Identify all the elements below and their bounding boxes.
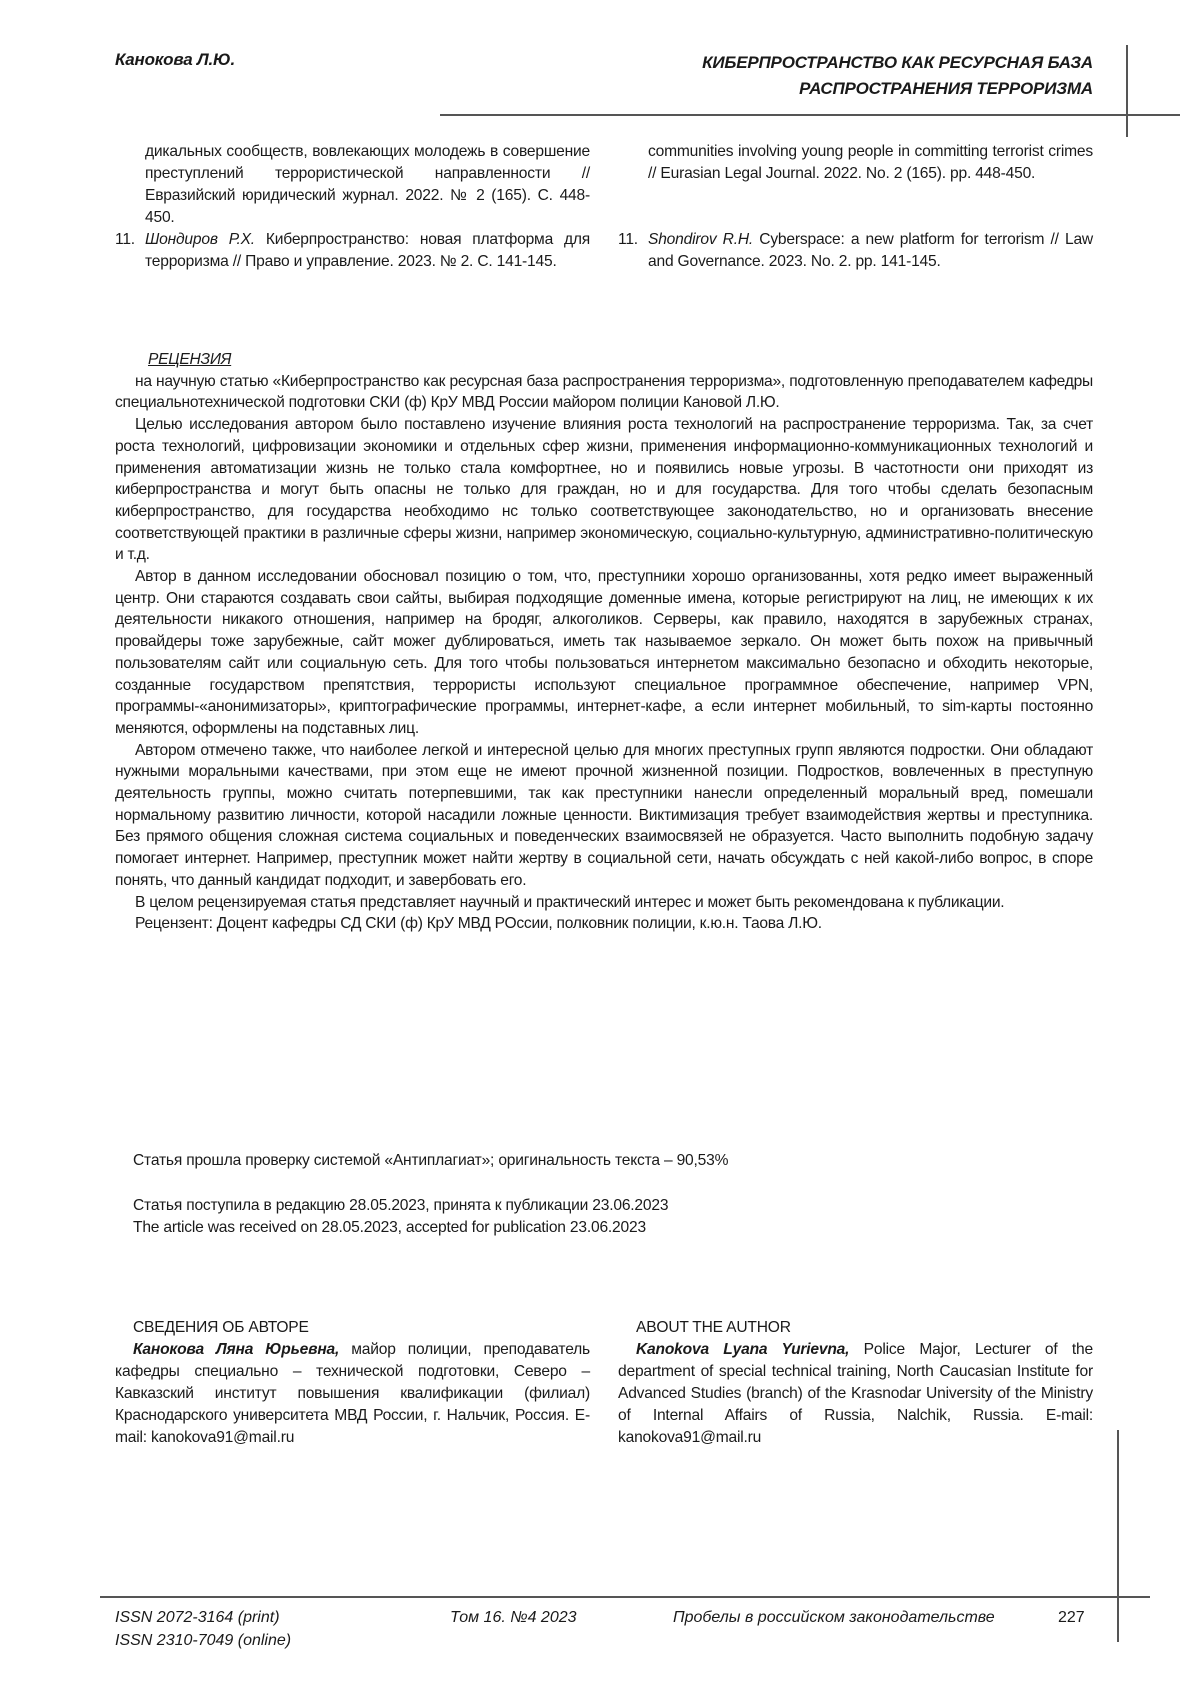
review-paragraph: Автор в данном исследовании обосновал позицию о том, что, преступники хорошо организованны, хотя редко имеет выраженный центр. Они стараются создавать свои сайты, выбирая подходящие доменные имена, которые регистрируют на лиц, не имеющих к их деятельности никакого отношения, например на бродяг, алкоголиков. Серверы, как правило, находятся в зарубежных странах, провайдеры тоже зарубежные, сайт можег дублироваться, иметь так называемое зеркало. Он может быть похож на привычный пользователям сайт или социальную сеть. Для того чтобы пользоваться интернетом максимально безопасно и обходить некоторые, созданные государством препятствия, террористы используют специальное программное обеспечение, например VPN, программы-«анонимизаторы», криптографические программы, интернет-кафе, а если интернет мобильный, то sim-карты постоянно меняются, оформлены на подставных лиц.: [115, 566, 1093, 740]
running-title-line2: РАСПРОСТРАНЕНИЯ ТЕРРОРИЗМА: [702, 76, 1093, 102]
volume-info: Том 16. №4 2023: [450, 1606, 577, 1629]
author-info-en: [618, 1317, 1093, 1449]
footer-vertical-rule: [1117, 1430, 1119, 1642]
received-en: The article was received on 28.05.2023, accepted for publication 23.06.2023: [133, 1217, 646, 1239]
references-ru: [115, 141, 590, 273]
review-title: РЕЦЕНЗИЯ: [148, 349, 1093, 371]
review-section: [115, 349, 1093, 935]
reference-continuation: communities involving young people in committing terrorist crimes // Eurasian Legal Journal. 2022. No. 2 (165). pp. 448-450.: [618, 141, 1093, 229]
received-ru: Статья поступила в редакцию 28.05.2023, принята к публикации 23.06.2023: [133, 1195, 668, 1217]
reference-text: Cyberspace: a new platform for terrorism // Law and Governance. 2023. No. 2. pp. 141-145.: [648, 231, 1093, 270]
review-paragraph: на научную статью «Киберпространство как ресурсная база распространения терроризма», подготовленную преподавателем кафедры специальнотехнической подготовки СКИ (ф) КрУ МВД России майором полиции Кановой Л.Ю.: [115, 371, 1093, 414]
review-paragraph: Целью исследования автором было поставлено изучение влияния роста технологий на распространение терроризма. Так, за счет роста технологий, цифровизации экономики и отдельных сфер жизни, применения информационно-коммуникационных технологий и применения автоматизации жизнь не только стала комфортнее, но и появились новые угрозы. В частотности они приходят из киберпространства и могут быть опасны не только для граждан, но и для государства. Для того чтобы сделать безопасным киберпространство, для государства необходимо нс только соответствующее законодательство, но и организовать внесение соответствующей практики в различные сферы жизни, например экономическую, социально-культурную, административно-политическую и т.д.: [115, 414, 1093, 566]
reference-number: 11.: [618, 229, 648, 251]
issn-print: ISSN 2072-3164 (print): [115, 1606, 291, 1629]
reference-text: Киберпространство: новая платформа для терроризма // Право и управление. 2023. № 2. С. 141-145.: [145, 231, 590, 270]
header-rule: [440, 114, 1180, 116]
header-vertical-rule: [1126, 45, 1128, 137]
reference-author: Шондиров Р.Х.: [145, 231, 255, 248]
reference-author: Shondirov R.H.: [648, 231, 753, 248]
references-en: [618, 141, 1093, 273]
running-title: [702, 50, 1093, 102]
antiplagiat-note: Статья прошла проверку системой «Антиплагиат»; оригинальность текста – 90,53%: [133, 1150, 728, 1172]
author-info-body: [115, 1339, 590, 1449]
reference-item-11: [115, 229, 590, 273]
running-author: Канокова Л.Ю.: [115, 50, 235, 70]
author-info-ru: [115, 1317, 590, 1449]
author-info-heading: СВЕДЕНИЯ ОБ АВТОРЕ: [115, 1317, 590, 1339]
author-name: Канокова Ляна Юрьевна,: [133, 1341, 339, 1358]
reference-continuation: дикальных сообществ, вовлекающих молодежь в совершение преступлений террористической направленности // Евразийский юридический журнал. 2022. № 2 (165). С. 448-450.: [115, 141, 590, 229]
author-name: Kanokova Lyana Yurievna,: [636, 1341, 849, 1358]
page-number: 227: [1058, 1606, 1085, 1629]
author-description: Police Major, Lecturer of the department of special technical training, North Caucasian Institute for Advanced Studies (branch) of the Krasnodar University of the Ministry of Internal Affairs of Russia, Nalchik, Russia. E-mail: kanokova91@mail.ru: [618, 1341, 1093, 1446]
journal-name: Пробелы в российском законодательстве: [673, 1606, 995, 1629]
author-info-heading: ABOUT THE AUTHOR: [618, 1317, 1093, 1339]
running-title-line1: КИБЕРПРОСТРАНСТВО КАК РЕСУРСНАЯ БАЗА: [702, 50, 1093, 76]
reference-number: 11.: [115, 229, 145, 251]
author-info-body: [618, 1339, 1093, 1449]
issn-online: ISSN 2310-7049 (online): [115, 1629, 291, 1652]
review-paragraph: Автором отмечено также, что наиболее легкой и интересной целью для многих преступных групп являются подростки. Они обладают нужными моральными качествами, при этом еще не имеют прочной жизненной позиции. Подростков, вовлеченных в преступную деятельность группы, можно считать потерпевшими, так как преступники нанесли определенный моральный вред, помешали нормальному развитию личности, которой насадили ложные ценности. Виктимизация требует взаимодействия жертвы и преступника. Без прямого общения сложная система социальных и поведенческих взаимосвязей не образуется. Часто выполнить подобную задачу помогает интернет. Например, преступник может найти жертву в социальной сети, начать обсуждать с ней какой-либо вопрос, в споре понять, что данный кандидат подходит, и завербовать его.: [115, 740, 1093, 892]
reference-item-11: [618, 229, 1093, 273]
issn-block: [115, 1606, 291, 1652]
reviewer: Рецензент: Доцент кафедры СД СКИ (ф) КрУ МВД РОссии, полковник полиции, к.ю.н. Таова Л.Ю.: [115, 913, 1093, 935]
review-paragraph: В целом рецензируемая статья представляет научный и практический интерес и может быть рекомендована к публикации.: [115, 892, 1093, 914]
author-description: майор полиции, преподаватель кафедры специально – технической подготовки, Северо – Кавказский институт повышения квалификации (филиал) Краснодарского университета МВД России, г. Нальчик, Россия. E-mail: kanokova91@mail.ru: [115, 1341, 590, 1446]
footer-rule: [100, 1596, 1150, 1598]
